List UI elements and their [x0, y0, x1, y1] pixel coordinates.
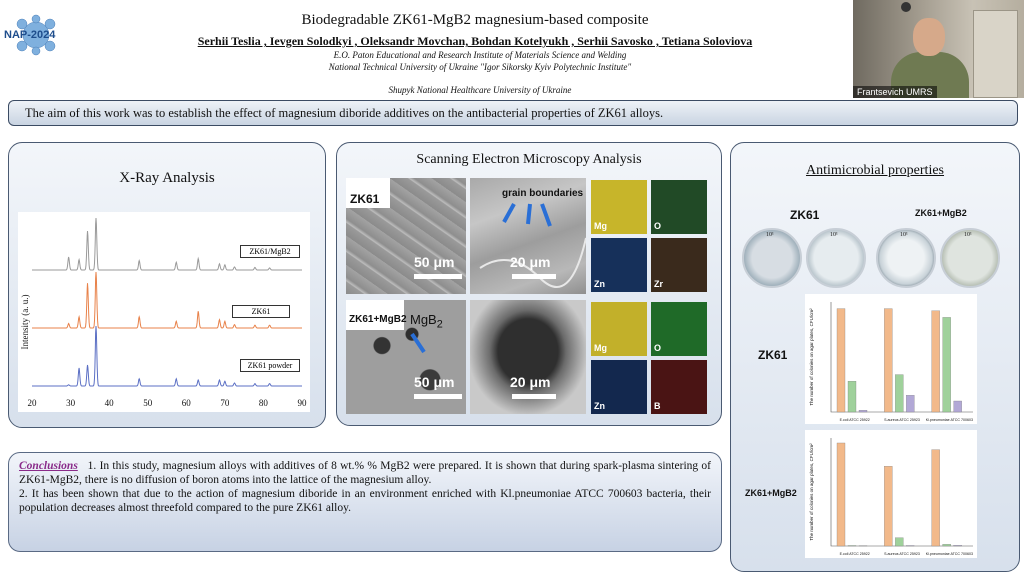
xray-tick-label: 30: [66, 398, 76, 408]
poster-title: Biodegradable ZK61-MgB2 magnesium-based composite: [301, 12, 649, 28]
scale-bar: [512, 274, 556, 279]
xray-tick-label: 60: [181, 398, 191, 408]
eds-map-zr: [651, 238, 707, 292]
xray-series-3: [32, 326, 302, 386]
eds-map-b: [651, 360, 707, 414]
scale-bar: [414, 394, 462, 399]
bar-axis: [831, 438, 973, 546]
xray-legend-2: ZK61: [232, 305, 290, 318]
bar-group-label: Kl.pneumoniae ATCC 700603: [925, 552, 973, 556]
dish-label-zk61: ZK61: [790, 208, 820, 222]
scale-label-20: 20 μm: [510, 374, 551, 390]
xray-tick-label: 90: [297, 398, 307, 408]
row-label-zk61-mgb2: ZK61+MgB2: [745, 488, 797, 498]
bar: [895, 375, 903, 412]
xray-ylabel: Intensity (a. u.): [20, 294, 30, 350]
bar-chart-zk61-mgb2: [805, 430, 977, 558]
sem-image-mgb2-high: [470, 300, 586, 414]
xray-tick-label: 50: [143, 398, 153, 408]
eds-label: O: [654, 221, 662, 231]
row-label-zk61: ZK61: [758, 348, 788, 362]
dish-dilution: 10¹: [964, 232, 972, 238]
scale-label-20: 20 μm: [510, 254, 551, 270]
sem-label-zk61-mgb2: ZK61+MgB2: [349, 314, 407, 325]
dish-label-zk61-mgb2: ZK61+MgB2: [915, 208, 967, 218]
affiliation-1: E.O. Paton Educational and Research Institute of Materials Science and Welding: [333, 50, 627, 60]
wall-clock: [901, 2, 911, 12]
bar-group-label: S.aureus ATCC 25923: [884, 552, 920, 556]
xray-tick-label: 40: [104, 398, 114, 408]
bar-group-label: E.coli ATCC 25922: [839, 418, 870, 422]
conclusions-panel: [8, 452, 722, 552]
affiliation-3: Shupyk National Healthcare University of Ukraine: [388, 85, 572, 95]
xray-series-2: [32, 272, 302, 328]
eds-map-zn: [591, 238, 647, 292]
bar-group-label: Kl.pneumoniae ATCC 700603: [925, 418, 973, 422]
petri-dish: [876, 228, 936, 288]
sem-image-zk61-low: [346, 178, 466, 294]
eds-label: Zn: [594, 401, 605, 411]
conclusion-1: 1. In this study, magnesium alloys with additives of 8 wt.% % MgB2 were prepared. It is shown that during spark-plasma sintering of ZK61-MgB2, there is no diffusion of boron atoms into the lattice of the magnesium alloy.: [19, 460, 711, 486]
bar-group-label: S.aureus ATCC 25923: [884, 418, 920, 422]
bar: [906, 395, 914, 412]
bar: [859, 410, 867, 412]
bar: [954, 401, 962, 412]
xray-legend-3: ZK61 powder: [240, 359, 300, 372]
logo-text: NAP-2024: [4, 29, 56, 41]
xray-tick-label: 20: [27, 398, 37, 408]
eds-label: Mg: [594, 343, 607, 353]
video-door: [973, 10, 1018, 98]
conclusion-2: 2. It has been shown that due to the action of magnesium diboride in an environment enriched with Kl.pneumoniae ATCC 700603 bacteria, their population decreases almost threefold compared to the pure ZK61 alloy.: [19, 488, 711, 514]
speaker-video: [853, 0, 1024, 98]
bar: [895, 538, 903, 546]
mgb2-subscript: 2: [436, 318, 443, 331]
scale-label-50: 50 μm: [414, 254, 455, 270]
mgb2-text: MgB: [410, 312, 437, 327]
petri-dish: [742, 228, 802, 288]
affiliations: [210, 49, 750, 73]
dish-dilution: 10¹: [900, 232, 908, 238]
xray-tick-label: 70: [220, 398, 230, 408]
eds-label: Zr: [654, 279, 663, 289]
bar: [943, 544, 951, 546]
scale-label-50: 50 μm: [414, 374, 455, 390]
bar: [932, 311, 940, 412]
xray-series-1: [32, 218, 302, 270]
speaker-head: [913, 18, 945, 56]
eds-map-mg: [591, 302, 647, 356]
dish-dilution: 10¹: [830, 232, 838, 238]
bar: [884, 466, 892, 546]
bar: [932, 450, 940, 546]
affiliation-2: National Technical University of Ukraine "Igor Sikorsky Kyiv Polytechnic Institute": [328, 62, 632, 72]
bar: [837, 309, 845, 412]
dish-dilution: 10¹: [766, 232, 774, 238]
xray-ticks: [28, 398, 308, 408]
poster-authors: Serhii Teslia , Ievgen Solodkyi , Oleksandr Movchan, Bohdan Kotelyukh , Serhii Savosko , Tetiana Soloviova: [197, 34, 753, 48]
sem-label-zk61: ZK61: [350, 192, 380, 206]
sem-image-zk61-high: [470, 178, 586, 294]
bar: [837, 443, 845, 546]
conference-logo: [2, 14, 70, 56]
eds-label: Zn: [594, 279, 605, 289]
scale-bar: [512, 394, 556, 399]
bar-ylabel: The number of colonies on agar plates, CFU/cm²: [809, 443, 814, 541]
xray-title: X-Ray Analysis: [119, 170, 215, 186]
eds-label: B: [654, 401, 661, 411]
eds-label: O: [654, 343, 662, 353]
petri-dish: [940, 228, 1000, 288]
bar-ylabel: The number of colonies on agar plates, CFU/cm²: [809, 308, 814, 406]
bar-chart-zk61-svg: [805, 294, 977, 424]
bar: [848, 381, 856, 412]
bar-chart-zk61: [805, 294, 977, 424]
scale-bar: [414, 274, 462, 279]
grain-boundaries-label: grain boundaries: [502, 188, 584, 199]
petri-dish: [806, 228, 866, 288]
eds-map-mg: [591, 180, 647, 234]
sem-image-mgb2-low: [346, 300, 466, 414]
xray-tick-label: 80: [258, 398, 268, 408]
eds-map-o: [651, 180, 707, 234]
conclusions-title: Conclusions: [19, 460, 78, 472]
bar: [884, 309, 892, 412]
eds-map-zn: [591, 360, 647, 414]
sem-title: Scanning Electron Microscopy Analysis: [416, 152, 642, 167]
bar: [954, 545, 962, 546]
antimicrobial-title: Antimicrobial properties: [805, 163, 945, 178]
bar-chart-zk61-mgb2-svg: [805, 430, 977, 558]
bar-group-label: E.coli ATCC 25922: [839, 552, 870, 556]
aim-statement: The aim of this work was to establish the effect of magnesium diboride additives on the antibacterial properties of ZK61 alloys.: [8, 100, 1018, 126]
eds-map-o: [651, 302, 707, 356]
xray-legend-1: ZK61/MgB2: [240, 245, 300, 258]
bar: [943, 317, 951, 412]
speaker-name: Frantsevich UMRS: [853, 86, 937, 98]
eds-label: Mg: [594, 221, 607, 231]
